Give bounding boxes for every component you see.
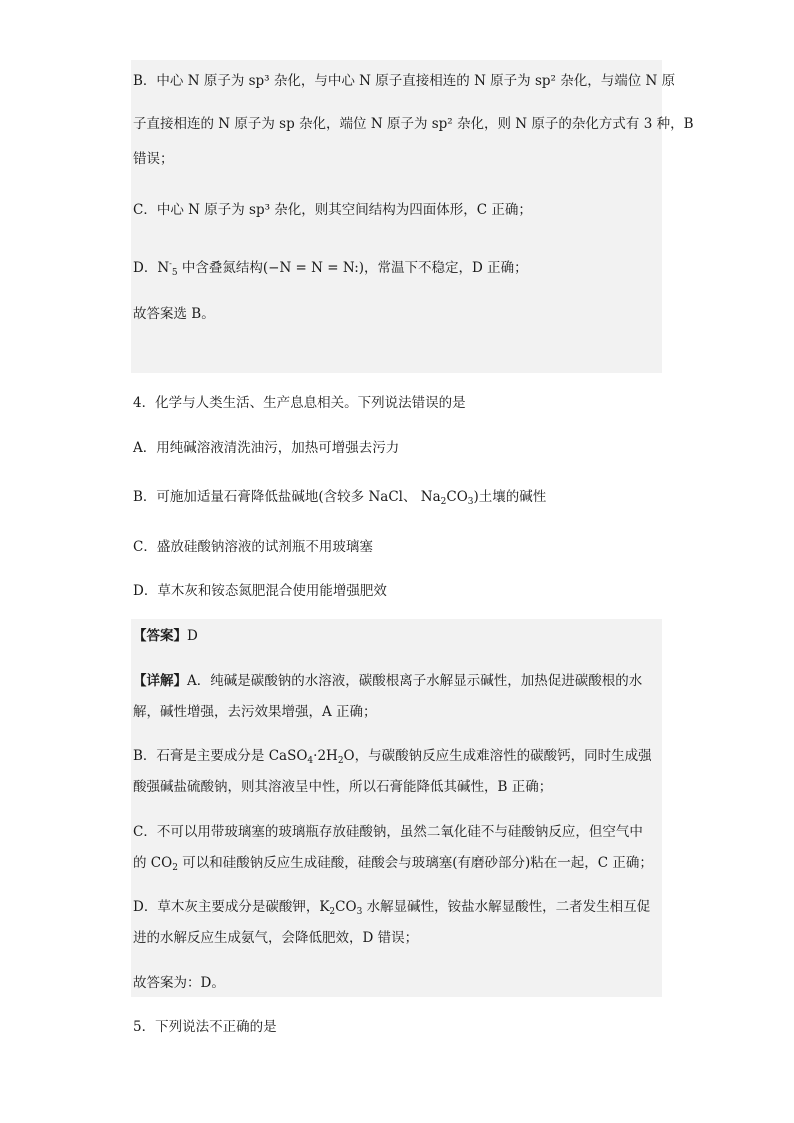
- detail-d1-post: 水解显碱性，铵盐水解显酸性，二者发生相互促: [362, 899, 651, 915]
- azide-formula: [157, 260, 177, 276]
- q4-option-b-mid: CO: [446, 489, 468, 505]
- q4-option-b-post: )土壤的碱性: [473, 489, 547, 505]
- q4-detail-c-line2: [133, 854, 653, 877]
- subscript: 2: [440, 497, 447, 507]
- q3-conclusion: 故答案选 B。: [133, 306, 215, 322]
- q3-option-b-line3: 错误；: [133, 151, 174, 167]
- q4-option-a: A．用纯碱溶液清洗油污，加热可增强去污力: [133, 440, 400, 456]
- q4-stem: 4．化学与人类生活、生产息息相关。下列说法错误的是: [133, 395, 466, 411]
- formula-n: N: [157, 260, 170, 276]
- q4-detail-a-line2: 解，碱性增强，去污效果增强，A 正确；: [133, 704, 377, 720]
- detail-b1-pre: B．石膏是主要成分是 CaSO: [133, 748, 308, 764]
- q4-detail-a-line1: [133, 672, 642, 690]
- q5-stem: 5．下列说法不正确的是: [133, 1019, 277, 1035]
- detail-a1: A．纯碱是碳酸钠的水溶液，碳酸根离子水解显示碱性，加热促进碳酸根的水: [187, 673, 643, 689]
- q4-detail-d-line2: 进的水解反应生成氨气，会降低肥效，D 错误；: [133, 930, 419, 946]
- azide-structure: −N = N = N:: [268, 260, 359, 276]
- detail-c2-pre: 的 CO: [133, 855, 173, 871]
- detail-label: 【详解】: [133, 673, 187, 689]
- detail-d1-pre: D．草木灰主要成分是碳酸钾，K: [133, 899, 330, 915]
- q4-conclusion: 故答案为：D。: [133, 975, 225, 991]
- dot: ·: [313, 748, 318, 764]
- q4-option-b-pre: B．可施加适量石膏降低盐碱地(含较多 NaCl、 Na: [133, 489, 441, 505]
- q4-option-c: C．盛放硅酸钠溶液的试剂瓶不用玻璃塞: [133, 539, 373, 555]
- subscript: 2: [337, 756, 344, 766]
- subscript: 2: [329, 907, 336, 917]
- subscript: 3: [356, 907, 363, 917]
- formula-subscript: 5: [171, 268, 178, 278]
- q4-detail-c-line1: C．不可以用带玻璃塞的玻璃瓶存放硅酸钠，虽然二氧化硅不与硅酸钠反应，但空气中: [133, 824, 643, 840]
- detail-c2-post: 可以和硅酸钠反应生成硅酸，硅酸会与玻璃塞(有磨砂部分)粘在一起，C 正确；: [177, 855, 653, 871]
- subscript: 2: [172, 863, 178, 873]
- q3-option-d-text2: )，常温下不稳定，D 正确；: [358, 260, 528, 276]
- subscript: 3: [467, 497, 474, 507]
- q4-detail-b-line1: [133, 747, 652, 770]
- q3-option-d-prefix: D．: [133, 260, 158, 276]
- q4-detail-b-line2: 酸强碱盐硫酸钠，则其溶液呈中性，所以石膏能降低其碱性，B 正确；: [133, 779, 553, 795]
- q3-option-d-text1: 中含叠氮结构(: [177, 260, 269, 276]
- answer-value: D: [187, 628, 198, 644]
- q3-option-b-line2: 子直接相连的 N 原子为 sp 杂化，端位 N 原子为 sp² 杂化，则 N 原子的杂化方式有 3 种，B: [133, 116, 694, 132]
- subscript: 4: [307, 756, 314, 766]
- q4-option-b: [133, 488, 546, 511]
- q4-option-d: D．草木灰和铵态氮肥混合使用能增强肥效: [133, 583, 387, 599]
- detail-b1-mid: 2H: [317, 748, 338, 764]
- q3-option-d: [133, 255, 528, 282]
- q3-option-b-line1: B．中心 N 原子为 sp³ 杂化，与中心 N 原子直接相连的 N 原子为 sp² 杂化，与端位 N 原: [133, 73, 676, 89]
- q4-detail-d-line1: [133, 898, 650, 921]
- detail-d1-mid: CO: [335, 899, 357, 915]
- q3-option-c: C．中心 N 原子为 sp³ 杂化，则其空间结构为四面体形，C 正确；: [133, 202, 532, 218]
- q4-answer: [133, 627, 198, 645]
- detail-b1-post: O，与碳酸钠反应生成难溶性的碳酸钙，同时生成强: [343, 748, 652, 764]
- answer-label: 【答案】: [133, 628, 187, 644]
- formula-charge: -: [169, 259, 172, 268]
